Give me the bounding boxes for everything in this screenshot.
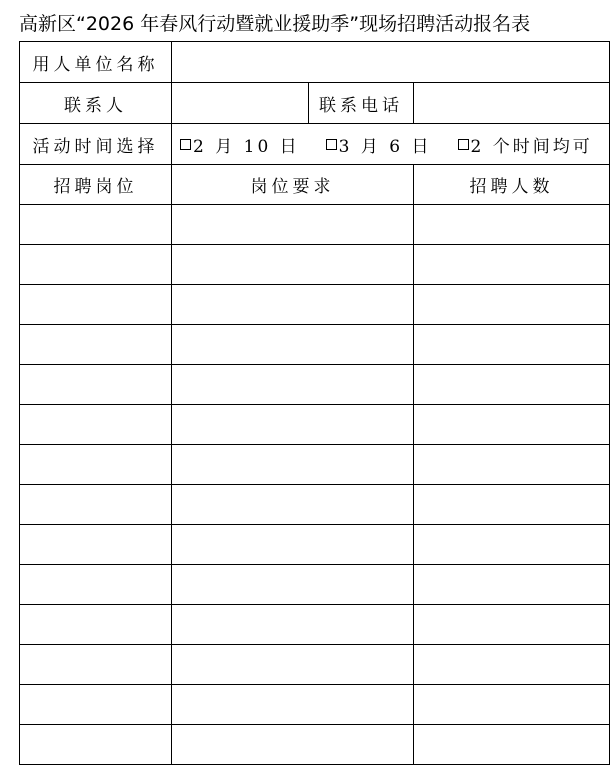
table-row xyxy=(20,325,610,365)
headcount-cell[interactable] xyxy=(414,285,610,325)
time-option-label: 2 月 10 日 xyxy=(193,136,300,157)
form-title: 高新区“2026 年春风行动暨就业援助季”现场招聘活动报名表 xyxy=(19,13,531,35)
table-row xyxy=(20,365,610,405)
headcount-cell[interactable] xyxy=(414,245,610,285)
headcount-cell[interactable] xyxy=(414,685,610,725)
column-header-headcount: 招聘人数 xyxy=(414,165,610,205)
contact-phone-field[interactable] xyxy=(414,83,610,124)
requirements-cell[interactable] xyxy=(172,725,414,765)
position-cell[interactable] xyxy=(20,565,172,605)
headcount-cell[interactable] xyxy=(414,365,610,405)
requirements-cell[interactable] xyxy=(172,445,414,485)
position-cell[interactable] xyxy=(20,725,172,765)
time-option-feb10[interactable] xyxy=(180,132,300,157)
requirements-cell[interactable] xyxy=(172,285,414,325)
headcount-cell[interactable] xyxy=(414,565,610,605)
table-row xyxy=(20,525,610,565)
position-cell[interactable] xyxy=(20,525,172,565)
position-cell[interactable] xyxy=(20,325,172,365)
position-cell[interactable] xyxy=(20,205,172,245)
column-header-row xyxy=(20,165,610,205)
requirements-cell[interactable] xyxy=(172,485,414,525)
table-row xyxy=(20,645,610,685)
checkbox-icon[interactable] xyxy=(326,139,337,150)
column-header-requirements: 岗位要求 xyxy=(172,165,414,205)
table-row xyxy=(20,445,610,485)
headcount-cell[interactable] xyxy=(414,405,610,445)
requirements-cell[interactable] xyxy=(172,565,414,605)
position-cell[interactable] xyxy=(20,605,172,645)
column-header-position: 招聘岗位 xyxy=(20,165,172,205)
position-cell[interactable] xyxy=(20,245,172,285)
headcount-cell[interactable] xyxy=(414,445,610,485)
contact-row xyxy=(20,83,610,124)
headcount-cell[interactable] xyxy=(414,525,610,565)
activity-time-options xyxy=(172,124,610,165)
table-row xyxy=(20,485,610,525)
table-row xyxy=(20,405,610,445)
headcount-cell[interactable] xyxy=(414,605,610,645)
headcount-cell[interactable] xyxy=(414,485,610,525)
table-row xyxy=(20,725,610,765)
time-option-label: 3 月 6 日 xyxy=(338,136,432,157)
requirements-cell[interactable] xyxy=(172,205,414,245)
position-cell[interactable] xyxy=(20,685,172,725)
requirements-cell[interactable] xyxy=(172,525,414,565)
headcount-cell[interactable] xyxy=(414,645,610,685)
table-row xyxy=(20,205,610,245)
headcount-cell[interactable] xyxy=(414,325,610,365)
time-option-both[interactable] xyxy=(458,132,593,157)
requirements-cell[interactable] xyxy=(172,245,414,285)
position-cell[interactable] xyxy=(20,365,172,405)
headcount-cell[interactable] xyxy=(414,725,610,765)
requirements-cell[interactable] xyxy=(172,405,414,445)
activity-time-row xyxy=(20,124,610,165)
position-cell[interactable] xyxy=(20,645,172,685)
requirements-cell[interactable] xyxy=(172,605,414,645)
time-option-label: 2 个时间均可 xyxy=(470,136,593,157)
position-cell[interactable] xyxy=(20,445,172,485)
table-row xyxy=(20,685,610,725)
blank-rows xyxy=(20,205,610,765)
requirements-cell[interactable] xyxy=(172,325,414,365)
table-row xyxy=(20,565,610,605)
employer-name-field[interactable] xyxy=(172,42,610,83)
checkbox-icon[interactable] xyxy=(180,139,191,150)
time-option-mar6[interactable] xyxy=(326,132,432,157)
table-row xyxy=(20,605,610,645)
contact-person-label: 联系人 xyxy=(20,83,172,124)
position-cell[interactable] xyxy=(20,485,172,525)
headcount-cell[interactable] xyxy=(414,205,610,245)
table-row xyxy=(20,245,610,285)
contact-person-field[interactable] xyxy=(172,83,309,124)
employer-name-label: 用人单位名称 xyxy=(20,42,172,83)
table-row xyxy=(20,285,610,325)
requirements-cell[interactable] xyxy=(172,645,414,685)
activity-time-label: 活动时间选择 xyxy=(20,124,172,165)
employer-name-row xyxy=(20,42,610,83)
requirements-cell[interactable] xyxy=(172,685,414,725)
position-cell[interactable] xyxy=(20,405,172,445)
position-cell[interactable] xyxy=(20,285,172,325)
checkbox-icon[interactable] xyxy=(458,139,469,150)
requirements-cell[interactable] xyxy=(172,365,414,405)
registration-form-table xyxy=(19,41,610,765)
contact-phone-label: 联系电话 xyxy=(309,83,414,124)
